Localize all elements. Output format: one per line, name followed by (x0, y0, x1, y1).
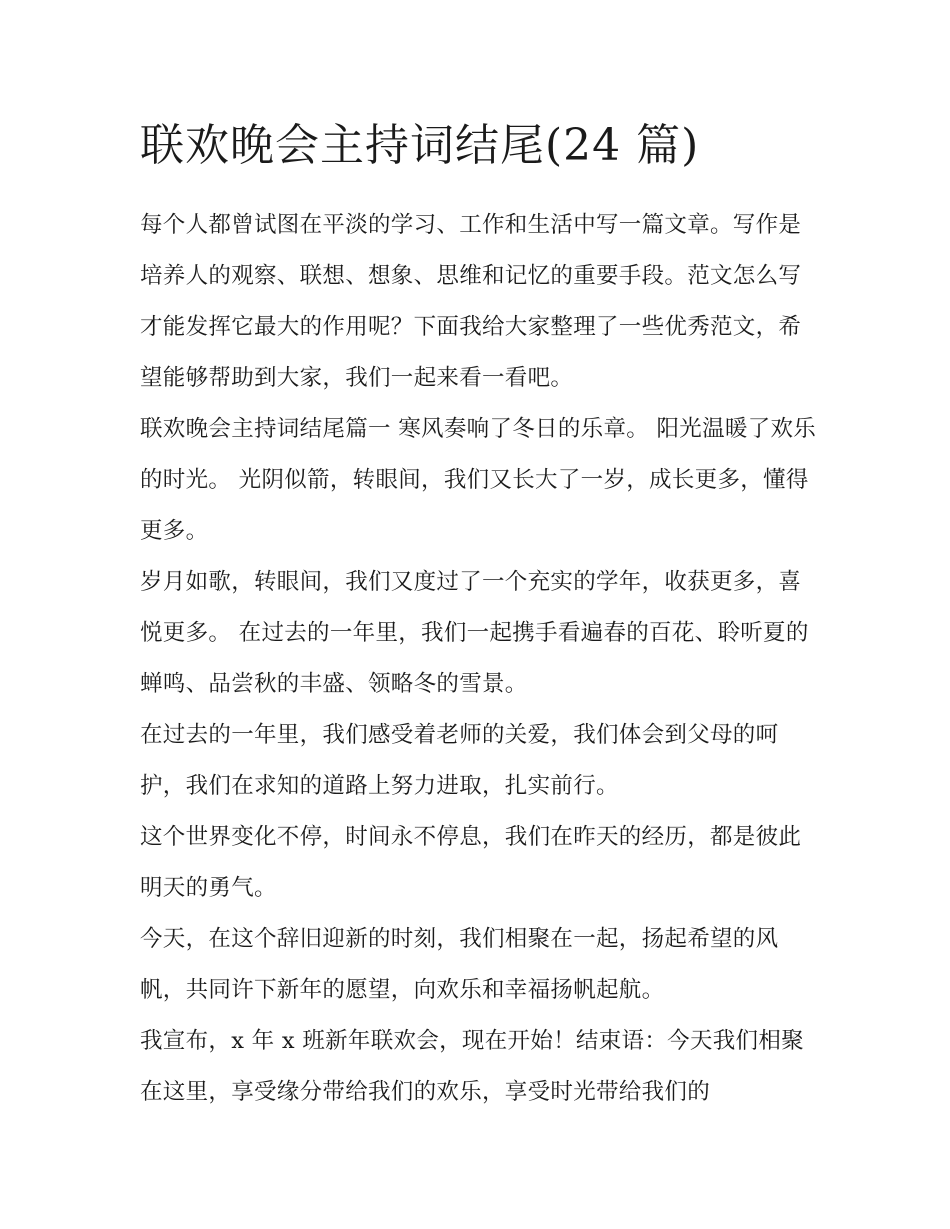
paragraph-opening: 联欢晚会主持词结尾篇一 寒风奏响了冬日的乐章。 阳光温暖了欢乐的时光。 光阴似箭，转眼间，我们又长大了一岁，成长更多，懂得更多。 (140, 416, 817, 544)
paragraph-years: 岁月如歌，转眼间，我们又度过了一个充实的学年，收获更多，喜悦更多。 在过去的一年里，我们一起携手看遍春的百花、聆听夏的蝉鸣、品尝秋的丰盛、领略冬的雪景。 (140, 569, 809, 697)
paragraph-world: 这个世界变化不停，时间永不停息，我们在昨天的经历，都是彼此明天的勇气。 (140, 824, 802, 901)
paragraph-intro: 每个人都曾试图在平淡的学习、工作和生活中写一篇文章。写作是培养人的观察、联想、想象、思维和记忆的重要手段。范文怎么写才能发挥它最大的作用呢？下面我给大家整理了一些优秀范文，希望能够帮助到大家，我们一起来看一看吧。 (140, 212, 802, 391)
paragraph-past-year: 在过去的一年里，我们感受着老师的关爱，我们体会到父母的呵护，我们在求知的道路上努力进取，扎实前行。 (140, 722, 779, 799)
paragraph-today: 今天，在这个辞旧迎新的时刻，我们相聚在一起，扬起希望的风帆，共同许下新年的愿望，向欢乐和幸福扬帆起航。 (140, 926, 779, 1003)
document-body (140, 0, 820, 1118)
document-content (140, 200, 820, 1118)
paragraph-announcement: 我宣布，x 年 x 班新年联欢会，现在开始！结束语：今天我们相聚在这里，享受缘分带给我们的欢乐，享受时光带给我们的 (140, 1028, 804, 1105)
document-title: 联欢晚会主持词结尾(24 篇) (140, 120, 700, 171)
